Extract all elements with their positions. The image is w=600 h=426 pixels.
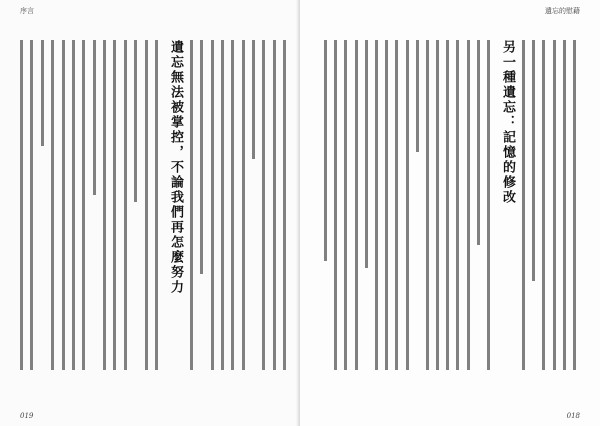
text-line xyxy=(426,40,429,370)
text-line xyxy=(477,40,480,245)
text-line xyxy=(416,40,419,152)
text-line xyxy=(283,40,286,370)
text-line xyxy=(124,40,127,370)
right-running-head: 遺忘的慰藉 xyxy=(545,7,580,15)
text-line xyxy=(385,40,388,370)
text-line xyxy=(155,40,158,370)
text-line xyxy=(542,40,545,370)
text-line xyxy=(344,40,347,370)
text-line xyxy=(522,40,525,370)
right-page-number: 018 xyxy=(566,412,580,420)
left-page-number: 019 xyxy=(20,412,34,420)
text-line xyxy=(436,40,439,370)
text-line xyxy=(262,40,265,370)
text-line xyxy=(456,40,459,370)
right-section-heading: 另一種遺忘：記憶的修改 xyxy=(500,40,515,205)
text-line xyxy=(532,40,535,281)
text-line xyxy=(365,40,368,268)
text-line xyxy=(467,40,470,370)
right-body-text-right-column xyxy=(522,40,576,370)
text-line xyxy=(395,40,398,370)
left-body-text-left-column xyxy=(20,40,158,370)
text-line xyxy=(20,40,23,370)
text-line xyxy=(145,40,148,370)
text-line xyxy=(242,40,245,370)
text-line xyxy=(62,40,65,370)
text-line xyxy=(200,40,203,274)
text-line xyxy=(51,40,54,370)
text-line xyxy=(231,40,234,370)
left-section-heading: 遺忘無法被掌控，不論我們再怎麼努力 xyxy=(168,40,183,295)
text-line xyxy=(446,40,449,370)
text-line xyxy=(93,40,96,195)
left-running-head: 序言 xyxy=(20,7,34,15)
text-line xyxy=(30,40,33,370)
text-line xyxy=(553,40,556,370)
text-line xyxy=(72,40,75,370)
right-page xyxy=(300,0,600,426)
text-line xyxy=(82,40,85,370)
text-line xyxy=(355,40,358,370)
text-line xyxy=(221,40,224,370)
text-line xyxy=(113,40,116,370)
text-line xyxy=(273,40,276,370)
text-line xyxy=(190,40,193,370)
text-line xyxy=(134,40,137,202)
text-line xyxy=(563,40,566,370)
left-body-text-right-column xyxy=(190,40,286,370)
text-line xyxy=(41,40,44,146)
text-line xyxy=(252,40,255,159)
text-line xyxy=(211,40,214,370)
text-line xyxy=(103,40,106,370)
text-line xyxy=(573,40,576,370)
text-line xyxy=(324,40,327,261)
right-body-text-left-column xyxy=(324,40,490,370)
text-line xyxy=(375,40,378,370)
text-line xyxy=(334,40,337,370)
text-line xyxy=(406,40,409,370)
text-line xyxy=(487,40,490,370)
